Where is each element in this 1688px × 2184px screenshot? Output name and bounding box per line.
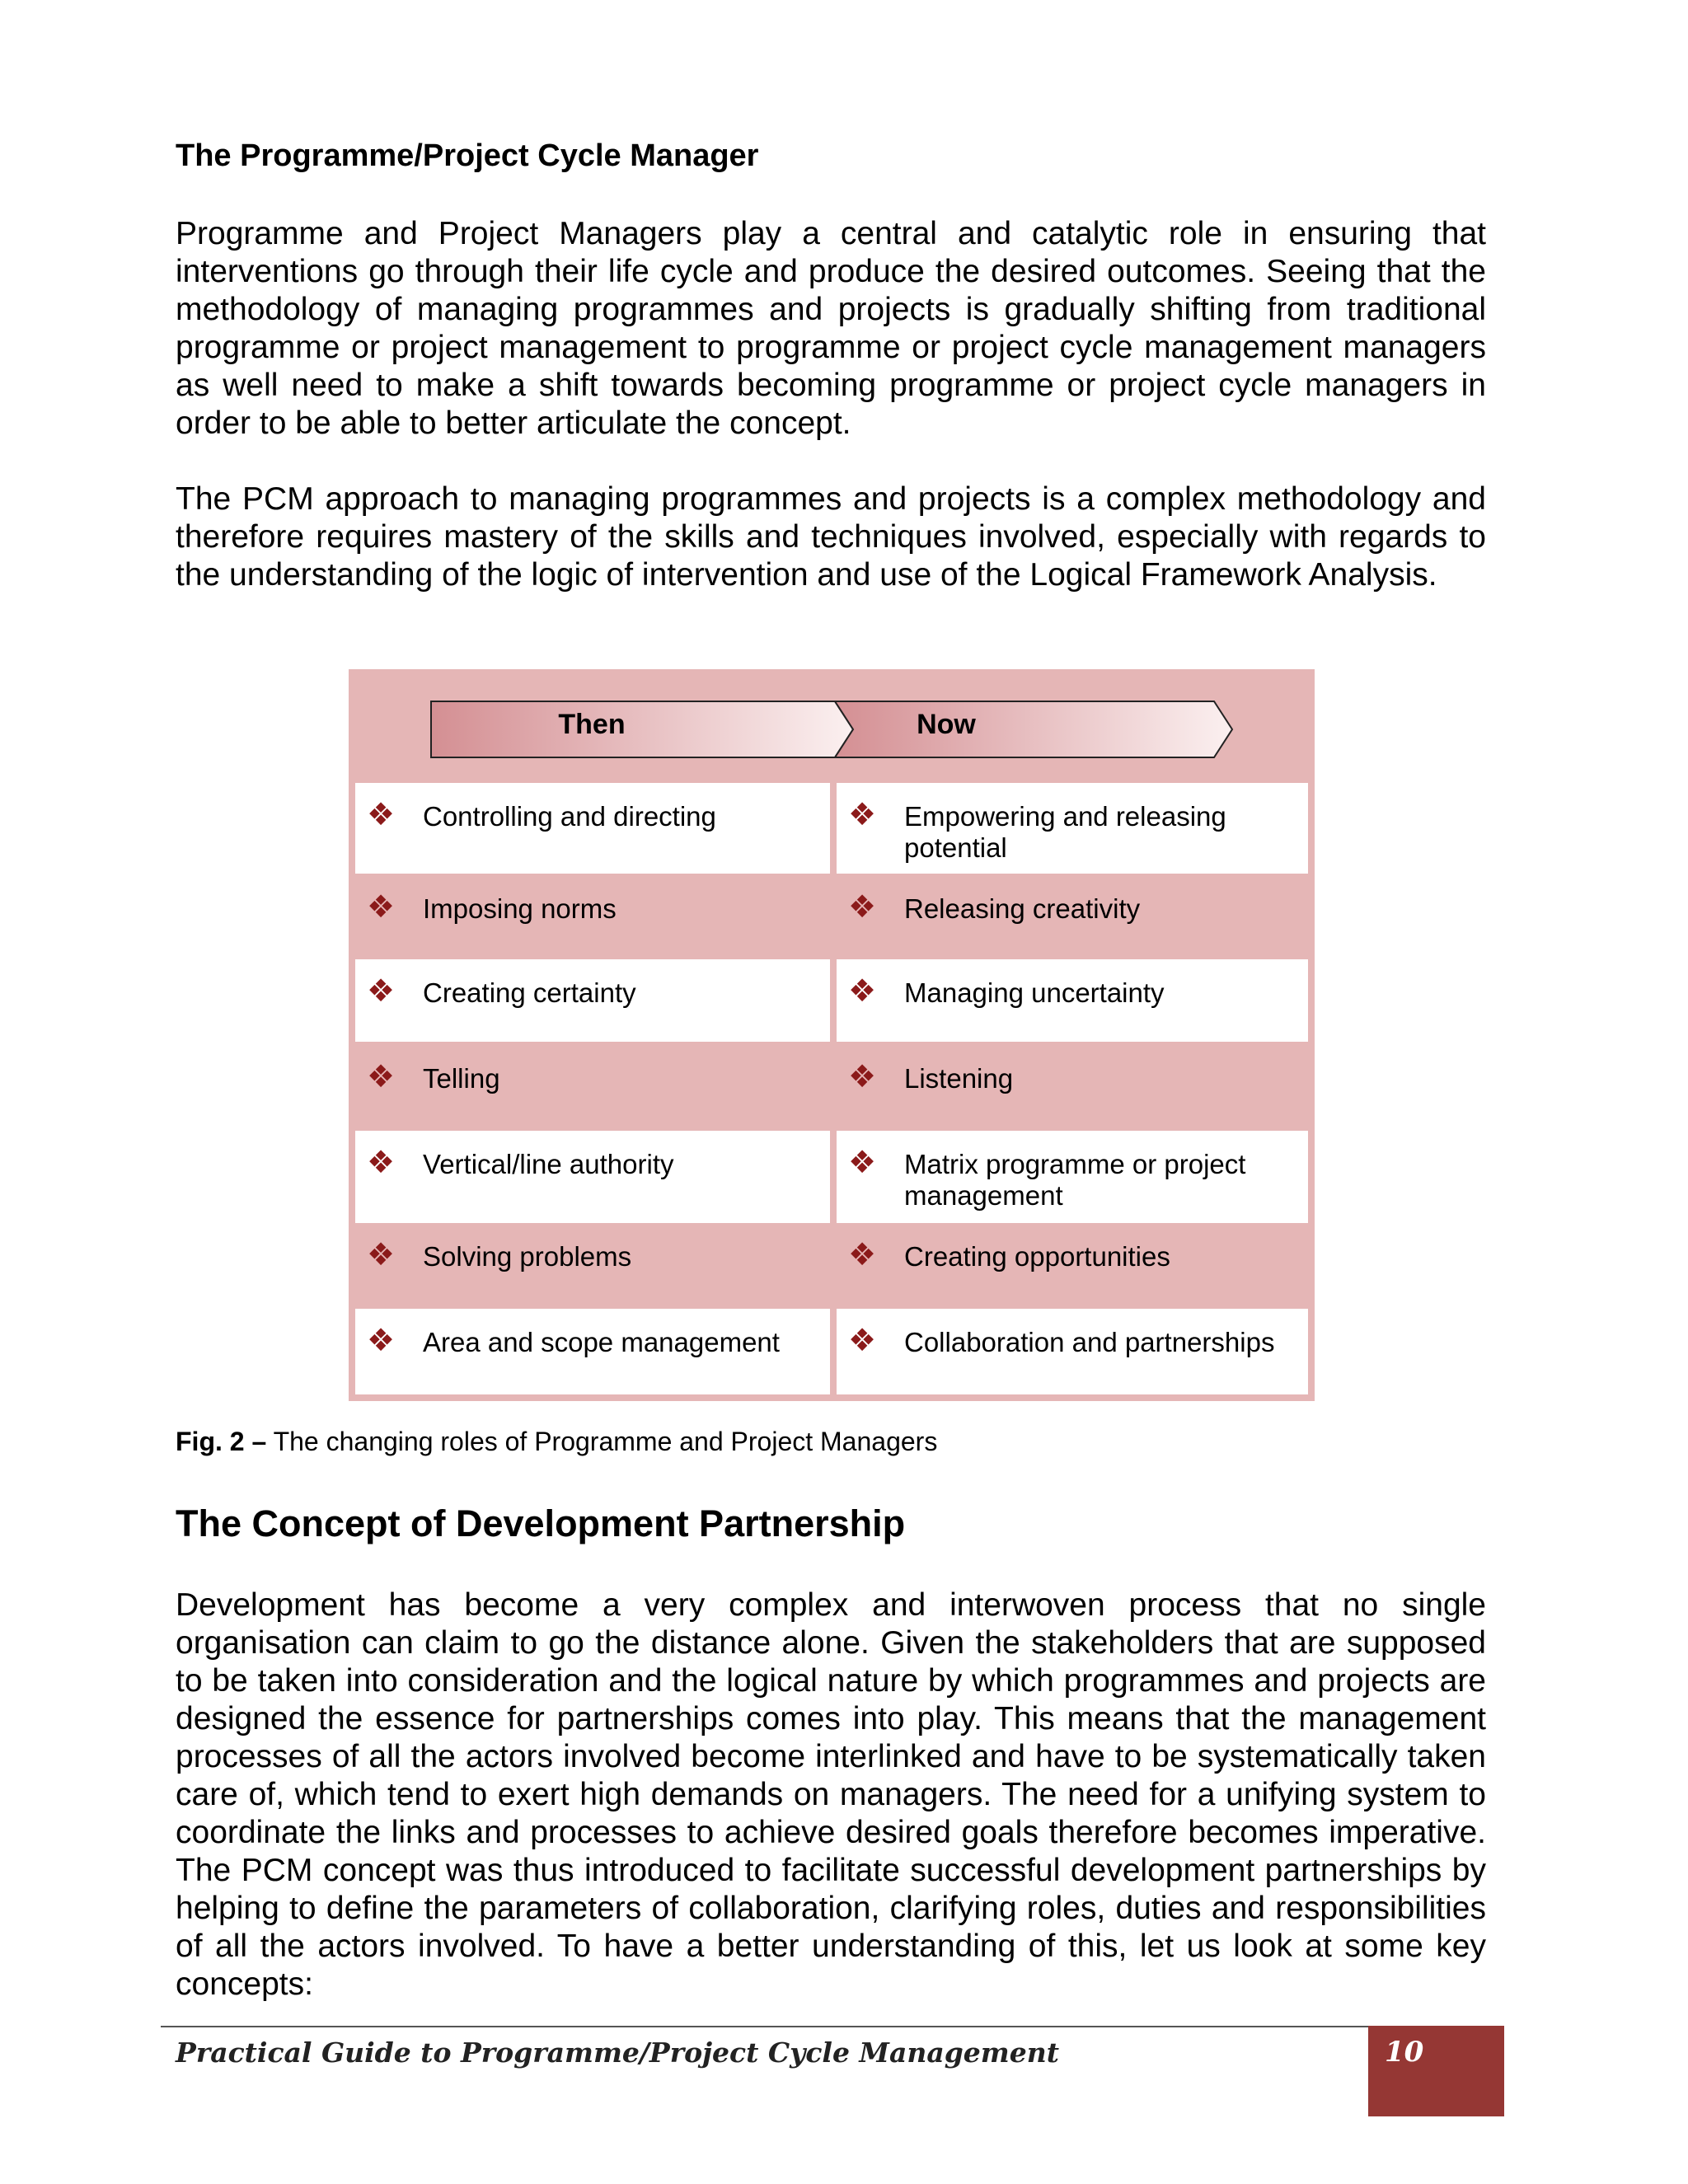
then-item <box>355 1309 830 1394</box>
now-item <box>837 783 1308 874</box>
heading-development-partnership: The Concept of Development Partnership <box>176 1502 906 1544</box>
now-item <box>837 1309 1308 1394</box>
figure-caption <box>176 1426 937 1457</box>
then-item <box>355 959 830 1042</box>
diamond-bullet-icon: ❖ <box>367 888 396 925</box>
diamond-bullet-icon: ❖ <box>848 972 877 1009</box>
page-number: 10 <box>1385 2036 1424 2069</box>
section-title: The Programme/Project Cycle Manager <box>176 138 759 173</box>
then-item-label: Imposing norms <box>423 893 617 924</box>
header-then: Then <box>558 709 626 740</box>
then-item-label: Solving problems <box>423 1241 632 1272</box>
now-item <box>837 1131 1308 1223</box>
diamond-bullet-icon: ❖ <box>367 1322 396 1358</box>
now-item-label: Listening <box>904 1063 1014 1094</box>
caption-label: Fig. 2 – <box>176 1427 267 1456</box>
footer-divider <box>161 2026 1504 2027</box>
now-item <box>837 959 1308 1042</box>
diamond-bullet-icon: ❖ <box>848 1058 877 1094</box>
then-item <box>355 1045 830 1127</box>
now-item-label: Matrix programme or project management <box>904 1149 1246 1211</box>
then-item <box>355 1131 830 1223</box>
then-item-label: Area and scope management <box>423 1327 780 1357</box>
diamond-bullet-icon: ❖ <box>367 1236 396 1272</box>
paragraph-pcm-approach: The PCM approach to managing programmes and projects is a complex methodology and therefore requires mastery of the skills and techniques involved, especially with regards to the understanding of the logic of intervention and use of the Logical Framework Analysis. <box>176 481 1486 593</box>
header-now: Now <box>917 709 976 740</box>
then-item-label: Creating certainty <box>423 977 636 1008</box>
diamond-bullet-icon: ❖ <box>848 1322 877 1358</box>
diamond-bullet-icon: ❖ <box>848 1144 877 1180</box>
then-item-label: Telling <box>423 1063 500 1094</box>
now-item <box>837 875 1308 958</box>
now-item-label: Managing uncertainty <box>904 977 1165 1008</box>
then-item-label: Vertical/line authority <box>423 1149 674 1179</box>
now-item-label: Creating opportunities <box>904 1241 1170 1272</box>
paragraph-pcm-managers: Programme and Project Managers play a central and catalytic role in ensuring that interventions go through their life cycle and produce the desired outcomes. Seeing that the methodology of managing programmes and projects is gradually shifting from traditional programme or project management to programme or project cycle management managers as well need to make a shift towards becoming programme or project cycle managers in order to be able to better articulate the concept. <box>176 216 1486 441</box>
diamond-bullet-icon: ❖ <box>367 1058 396 1094</box>
now-item-label: Empowering and releasing potential <box>904 801 1226 863</box>
roles-figure <box>349 669 1315 1401</box>
then-item <box>355 875 830 958</box>
paragraph-development-partnership: Development has become a very complex and interwoven process that no single organisation can claim to go the distance alone. Given the stakeholders that are supposed to be taken into consideration and the logical nature by which programmes and projects are designed the essence for partnerships comes into play. This means that the management processes of all the actors involved become interlinked and have to be systematically taken care of, which tend to exert high demands on managers. The need for a unifying system to coordinate the links and processes to achieve desired goals therefore becomes imperative. The PCM concept was thus introduced to facilitate successful development partnerships by helping to define the parameters of collaboration, clarifying roles, duties and responsibilities of all the actors involved. To have a better understanding of this, let us look at some key concepts: <box>176 1587 1486 2002</box>
diamond-bullet-icon: ❖ <box>848 1236 877 1272</box>
now-item <box>837 1223 1308 1305</box>
diamond-bullet-icon: ❖ <box>848 796 877 832</box>
diamond-bullet-icon: ❖ <box>367 972 396 1009</box>
diamond-bullet-icon: ❖ <box>367 1144 396 1180</box>
now-item-label: Releasing creativity <box>904 893 1141 924</box>
now-item <box>837 1045 1308 1127</box>
now-item-label: Collaboration and partnerships <box>904 1327 1275 1357</box>
footer-title: Practical Guide to Programme/Project Cycle Management <box>176 2036 1059 2069</box>
diamond-bullet-icon: ❖ <box>848 888 877 925</box>
then-item-label: Controlling and directing <box>423 801 716 832</box>
then-item <box>355 783 830 874</box>
diamond-bullet-icon: ❖ <box>367 796 396 832</box>
page-number-badge <box>1368 2026 1504 2116</box>
caption-text: The changing roles of Programme and Project Managers <box>266 1427 938 1456</box>
then-item <box>355 1223 830 1305</box>
